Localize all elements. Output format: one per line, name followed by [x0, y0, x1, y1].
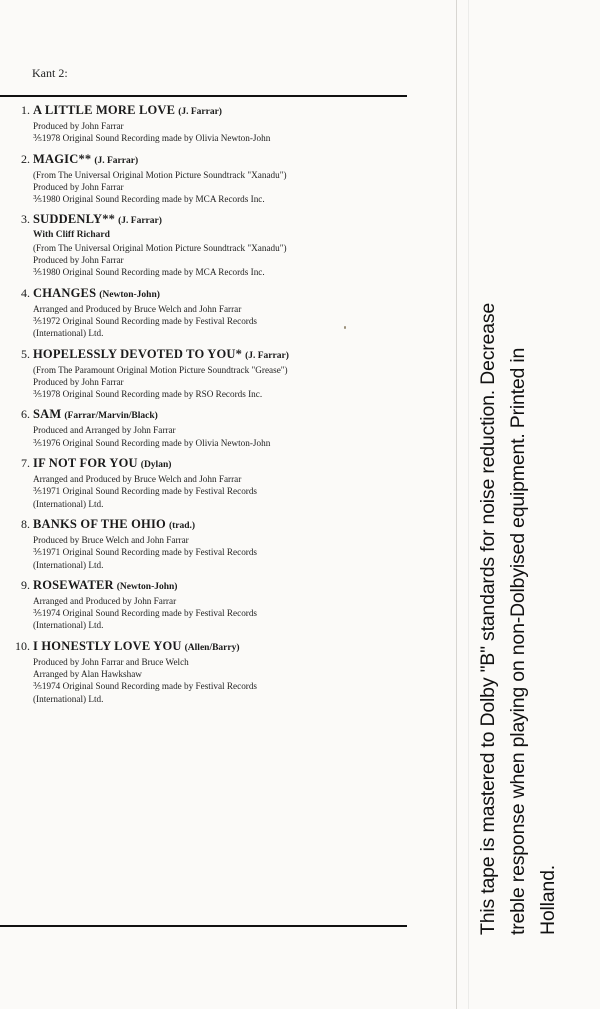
track-credit-line: (International) Ltd. — [33, 328, 104, 339]
track-number: 10. — [15, 638, 30, 653]
track-credit-line: ⅗1971 Original Sound Recording made by Festival Records — [33, 486, 258, 497]
dolby-note-line: This tape is mastered to Dolby "B" standards for noise reduction. Decrease — [477, 302, 499, 935]
track-credit-line: (From The Universal Original Motion Picture Soundtrack "Xanadu") — [33, 242, 287, 253]
track-number: 1. — [21, 103, 30, 117]
track-credit-line: (International) Ltd. — [33, 693, 104, 704]
track-composer: (Newton-John) — [116, 581, 178, 592]
track-credit-line: (From The Paramount Original Motion Picture Soundtrack "Grease") — [33, 364, 288, 375]
track-item — [8, 406, 408, 449]
track-composer: (Farrar/Marvin/Black) — [64, 411, 158, 422]
track-heading — [33, 346, 408, 364]
track-credit-line: Arranged and Produced by Bruce Welch and John Farrar — [33, 474, 242, 485]
track-number: 5. — [21, 346, 30, 361]
dolby-note-line: Holland. — [537, 865, 559, 935]
track-title: A LITTLE MORE LOVE — [33, 103, 176, 117]
track-item — [8, 151, 408, 206]
track-title: BANKS OF THE OHIO — [33, 516, 166, 531]
track-credit-line: (From The Universal Original Motion Picture Soundtrack "Xanadu") — [33, 169, 287, 180]
track-credit-line: ⅗1972 Original Sound Recording made by Festival Records — [33, 315, 258, 326]
track-title: I HONESTLY LOVE YOU — [33, 638, 182, 653]
track-credit-line: ⅗1971 Original Sound Recording made by Festival Records — [33, 547, 258, 558]
fold-line-left — [456, 0, 457, 1009]
track-heading — [33, 455, 408, 473]
track-number: 8. — [21, 516, 30, 531]
track-credit-line: ⅗1974 Original Sound Recording made by Festival Records — [33, 681, 258, 692]
track-credit-line: ⅗1980 Original Sound Recording made by MCA Records Inc. — [33, 194, 265, 205]
track-heading — [33, 577, 408, 595]
track-heading — [33, 211, 408, 229]
track-number: 4. — [21, 285, 30, 300]
track-number: 6. — [21, 407, 30, 422]
track-credit-line: (International) Ltd. — [33, 559, 104, 570]
track-credit-line: ⅗1974 Original Sound Recording made by Festival Records — [33, 608, 258, 619]
tracklist — [8, 102, 408, 711]
track-title: MAGIC** — [33, 151, 92, 166]
track-credit-line: ⅗1976 Original Sound Recording made by Olivia Newton-John — [33, 437, 271, 448]
print-speck — [344, 326, 346, 329]
divider-top — [0, 95, 407, 97]
fold-line-right — [468, 0, 469, 1009]
track-composer: (J. Farrar) — [245, 350, 289, 361]
track-number: 7. — [21, 456, 30, 471]
track-heading — [33, 638, 408, 656]
track-title: IF NOT FOR YOU — [33, 456, 138, 471]
track-heading — [33, 151, 408, 169]
track-title: SUDDENLY** — [33, 212, 116, 227]
track-number: 9. — [21, 577, 30, 592]
track-number: 3. — [21, 212, 30, 227]
track-credit-line: Produced by Bruce Welch and John Farrar — [33, 534, 189, 545]
track-credit-line: (International) Ltd. — [33, 620, 104, 631]
track-credit-line: Produced by John Farrar — [33, 376, 124, 387]
track-title: SAM — [33, 407, 62, 422]
track-credit-line: Produced and Arranged by John Farrar — [33, 425, 176, 436]
track-credit-line: ⅗1978 Original Sound Recording made by Olivia Newton-John — [33, 133, 271, 144]
track-item — [8, 211, 408, 278]
track-composer: (Dylan) — [140, 460, 172, 471]
track-item — [8, 638, 408, 705]
track-credit-line: ⅗1978 Original Sound Recording made by RSO Records Inc. — [33, 389, 263, 400]
track-credit-line: Produced by John Farrar — [33, 255, 124, 266]
track-heading — [33, 406, 408, 424]
track-credit-line: ⅗1980 Original Sound Recording made by MCA Records Inc. — [33, 267, 265, 278]
side-label: Kant 2: — [32, 66, 68, 80]
track-heading — [33, 285, 408, 303]
track-credit-line: Produced by John Farrar and Bruce Welch — [33, 656, 189, 667]
track-guest-artist: With Cliff Richard — [33, 230, 110, 241]
dolby-note-line: treble response when playing on non-Dolbyised equipment. Printed in — [507, 347, 529, 935]
track-title: ROSEWATER — [33, 577, 114, 592]
track-credit-line: Arranged and Produced by John Farrar — [33, 595, 177, 606]
track-composer: (trad.) — [168, 520, 196, 531]
track-item — [8, 516, 408, 571]
track-composer: (J. Farrar) — [94, 155, 139, 166]
track-item — [8, 102, 408, 145]
divider-bottom — [0, 925, 407, 927]
track-credit-line: Produced by John Farrar — [33, 121, 124, 131]
track-item — [8, 285, 408, 340]
track-composer: (Newton-John) — [99, 289, 160, 300]
track-heading — [33, 102, 408, 120]
track-composer: (Allen/Barry) — [184, 642, 240, 653]
track-credit-line: Arranged by Alan Hawkshaw — [33, 669, 142, 680]
track-credit-line: Produced by John Farrar — [33, 181, 124, 192]
track-credit-line: Arranged and Produced by Bruce Welch and John Farrar — [33, 303, 242, 314]
dolby-note — [473, 75, 563, 935]
track-heading — [33, 516, 408, 534]
track-number: 2. — [21, 151, 30, 166]
track-title: CHANGES — [33, 285, 97, 300]
track-item — [8, 346, 408, 401]
track-title: HOPELESSLY DEVOTED TO YOU* — [33, 346, 243, 361]
track-composer: (J. Farrar) — [178, 107, 222, 117]
track-item — [8, 455, 408, 510]
track-item — [8, 577, 408, 632]
track-credit-line: (International) Ltd. — [33, 498, 104, 509]
track-composer: (J. Farrar) — [118, 216, 162, 227]
